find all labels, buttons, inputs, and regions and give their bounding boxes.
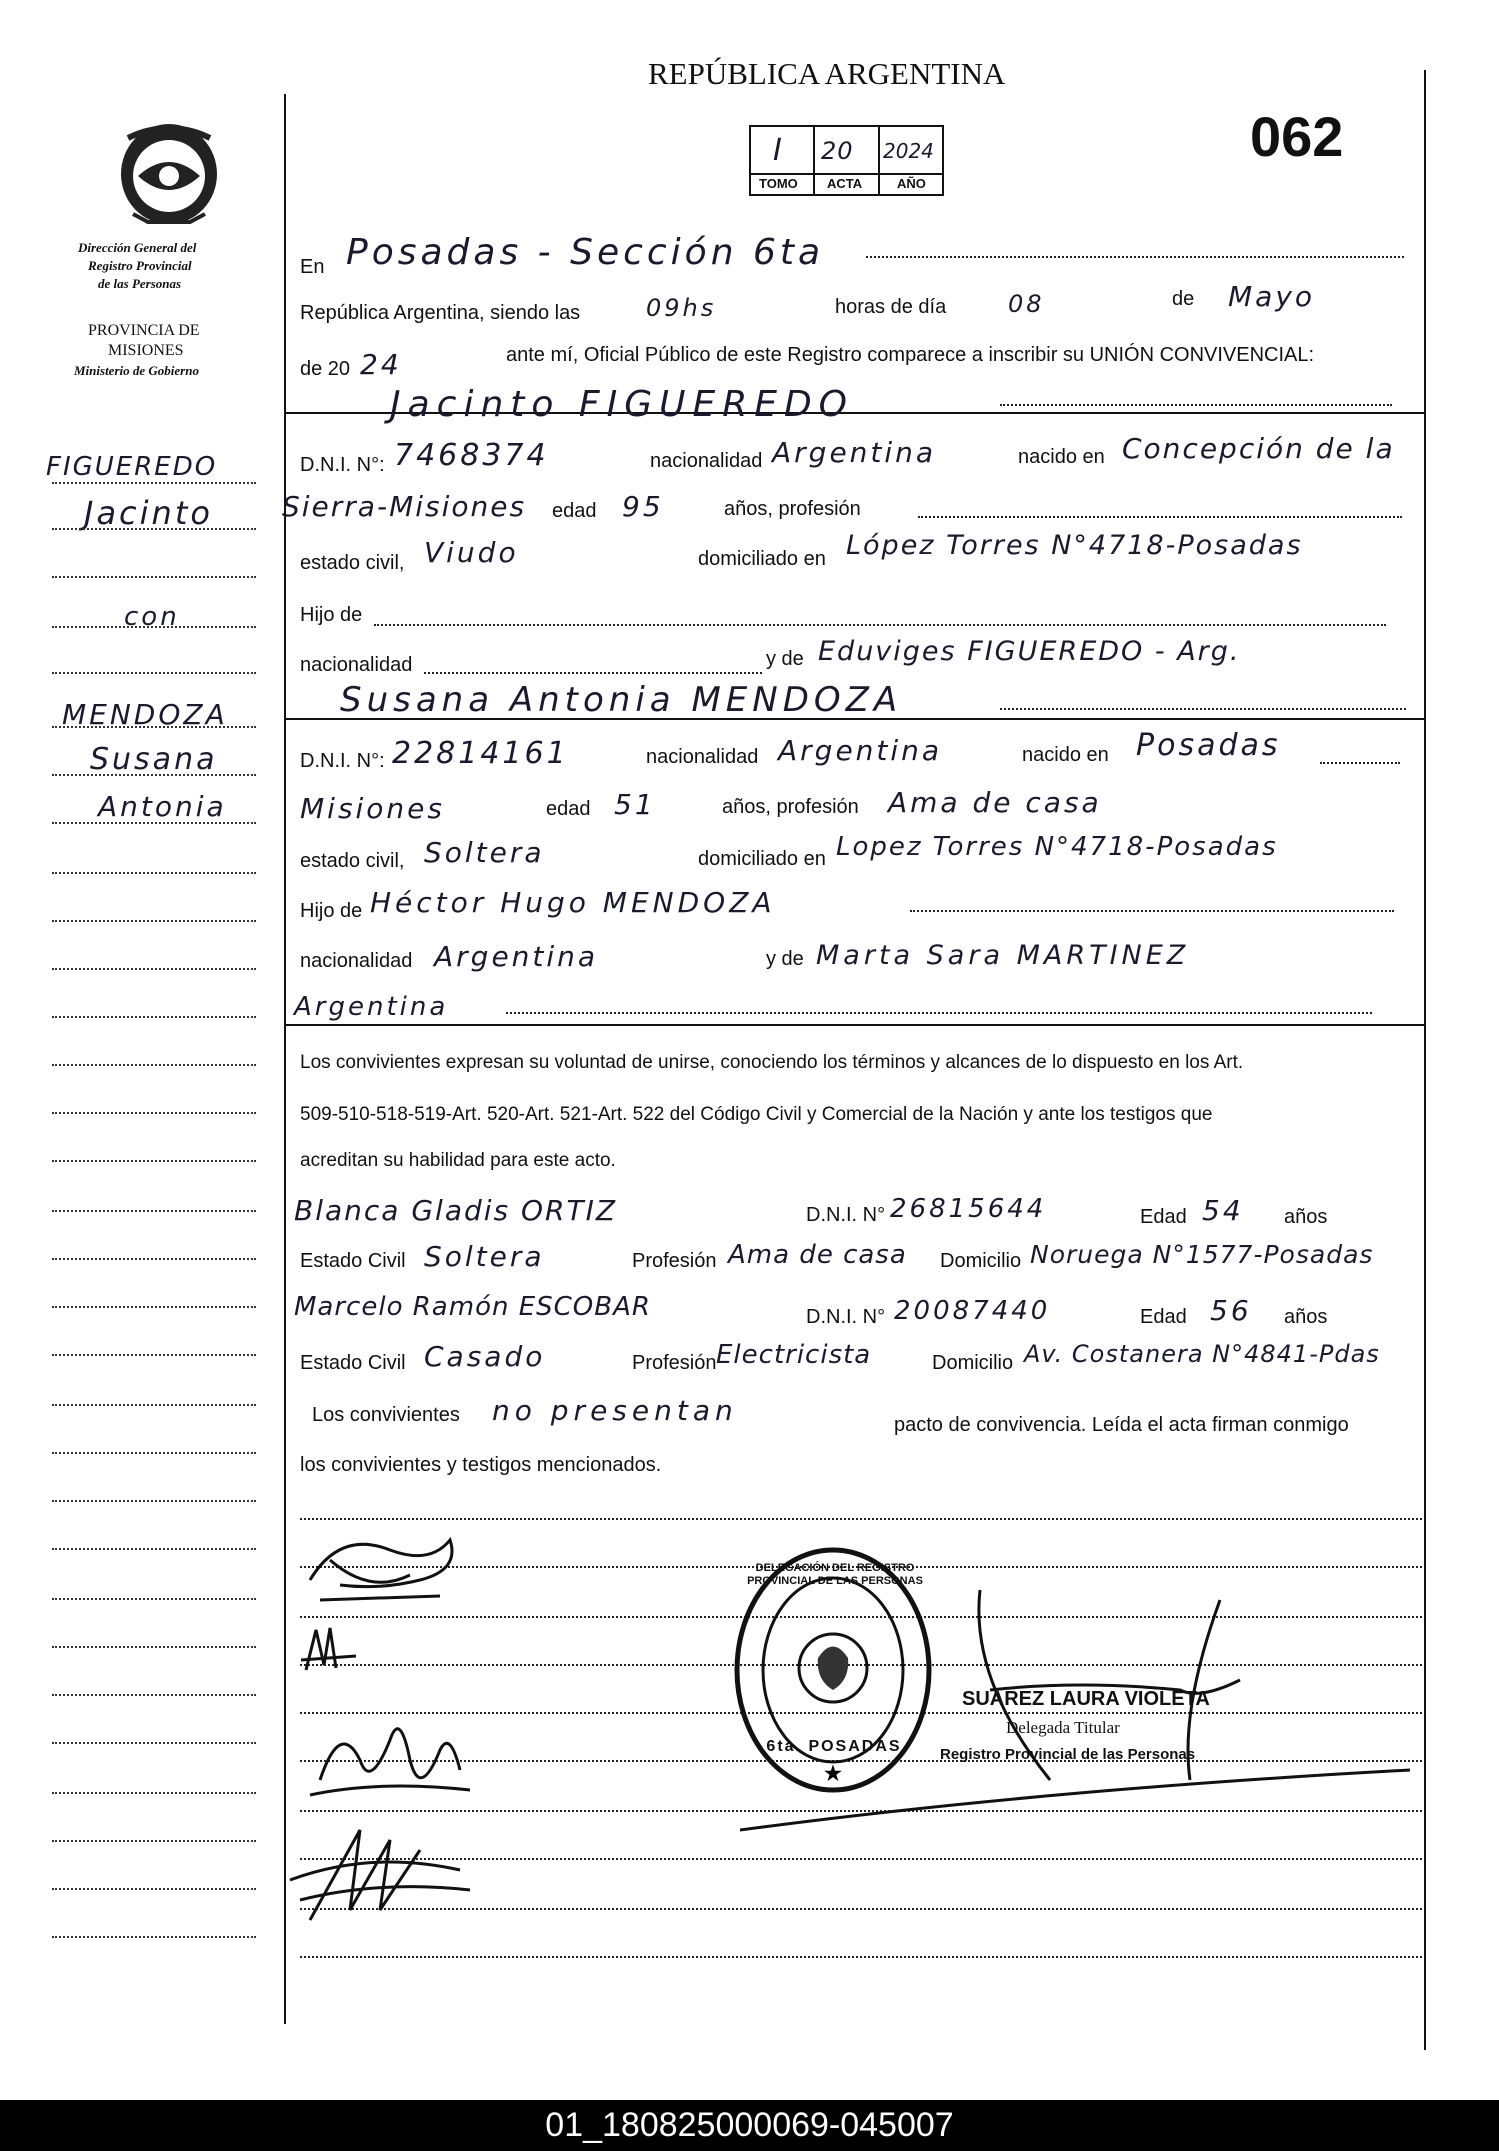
- place-value: Posadas - Sección 6ta: [346, 232, 825, 273]
- p2-father-line: [910, 910, 1394, 912]
- p1-civil-label: estado civil,: [300, 552, 405, 574]
- margin-line: [52, 1112, 256, 1114]
- margin-line: [52, 872, 256, 874]
- p2-mother-value: Marta Sara MARTINEZ: [816, 940, 1190, 971]
- p2-nationality-label: nacionalidad: [646, 746, 759, 768]
- declaration-line-1: Los convivientes expresan su voluntad de unirse, conociendo los términos y alcances de lo dispuesto en los Art.: [300, 1052, 1244, 1073]
- p2-nationality-value: Argentina: [778, 734, 943, 767]
- w2-dni-value: 20087440: [894, 1296, 1051, 1326]
- margin-line: [52, 1500, 256, 1502]
- p1-domicile-value: López Torres N°4718-Posadas: [846, 530, 1303, 561]
- margin-line: [52, 1258, 256, 1260]
- registry-box: [749, 125, 944, 196]
- margin-line: [52, 1354, 256, 1356]
- tomo-label: TOMO: [759, 176, 798, 191]
- w2-age-value: 56: [1210, 1294, 1252, 1327]
- w1-domicile-value: Noruega N°1577-Posadas: [1030, 1240, 1374, 1269]
- p1-dni-label: D.N.I. N°:: [300, 454, 385, 476]
- margin-line: [52, 1160, 256, 1162]
- main-frame-right: [1424, 70, 1426, 2050]
- hour-value: 09hs: [646, 294, 717, 322]
- official-underline-stroke: [740, 1750, 1420, 1840]
- person1-name-line: [1000, 404, 1392, 406]
- margin-surname-1: FIGUEREDO: [46, 452, 218, 482]
- p1-birthplace-1: Concepción de la: [1122, 432, 1395, 465]
- ministry-line: Ministerio de Gobierno: [74, 363, 199, 378]
- w2-dni-label: D.N.I. N°: [806, 1306, 886, 1328]
- p1-age-value: 95: [622, 490, 664, 523]
- p2-mother-nat-value: Argentina: [294, 992, 449, 1022]
- day-value: 08: [1008, 290, 1045, 318]
- place-line: [866, 256, 1404, 258]
- p1-birthplace-2: Sierra-Misiones: [282, 490, 527, 523]
- p1-and-of-label: y de: [766, 648, 804, 670]
- w2-domicile-value: Av. Costanera N°4841-Pdas: [1024, 1340, 1380, 1368]
- w1-profession-value: Ama de casa: [728, 1240, 907, 1270]
- w1-dni-value: 26815644: [890, 1194, 1047, 1224]
- anio-value: 2024: [883, 139, 934, 163]
- p1-nationality-label: nacionalidad: [650, 450, 763, 472]
- margin-line: [52, 968, 256, 970]
- margin-line: [52, 822, 256, 824]
- margin-line: [52, 1016, 256, 1018]
- margin-line: [52, 1792, 256, 1794]
- w2-civil-value: Casado: [424, 1340, 546, 1373]
- acta-label: ACTA: [827, 176, 863, 191]
- main-frame-left: [284, 94, 286, 2024]
- footer-code: 01_180825000069-045007: [545, 2106, 954, 2144]
- margin-line: [52, 1646, 256, 1648]
- margin-line: [52, 1742, 256, 1744]
- p2-born-label: nacido en: [1022, 744, 1109, 766]
- margin-line: [52, 1306, 256, 1308]
- closing-label: Los convivientes: [312, 1404, 460, 1426]
- official-title: Delegada Titular: [1006, 1718, 1120, 1737]
- w2-years-label: años: [1284, 1306, 1328, 1328]
- p2-father-nat-value: Argentina: [434, 940, 599, 973]
- w1-age-label: Edad: [1140, 1206, 1187, 1228]
- p2-nat2-label: nacionalidad: [300, 950, 413, 972]
- p2-years-prof-label: años, profesión: [722, 796, 859, 818]
- p2-age-label: edad: [546, 798, 591, 820]
- republic-label: República Argentina, siendo las: [300, 302, 581, 324]
- signature-witness-2: [280, 1810, 480, 1930]
- w1-name-value: Blanca Gladis ORTIZ: [294, 1194, 618, 1227]
- p1-nationality-value: Argentina: [772, 436, 937, 469]
- province-line-2: MISIONES: [108, 342, 184, 359]
- closing-line: [300, 1956, 1422, 1958]
- closing-line-2: los convivientes y testigos mencionados.: [300, 1454, 662, 1476]
- margin-given-2a: Susana: [90, 742, 218, 777]
- closing-pact-value: no presentan: [492, 1394, 738, 1427]
- p2-dni-label: D.N.I. N°:: [300, 750, 385, 772]
- margin-line: [52, 528, 256, 530]
- p2-dni-value: 22814161: [392, 736, 569, 771]
- p2-civil-label: estado civil,: [300, 850, 405, 872]
- p2-mother-nat-line: [506, 1012, 1372, 1014]
- closing-pact-text: pacto de convivencia. Leída el acta firman conmigo: [894, 1414, 1349, 1436]
- declaration-line-2: 509-510-518-519-Art. 520-Art. 521-Art. 522 del Código Civil y Comercial de la Nación y ante los testigos que: [300, 1104, 1213, 1125]
- margin-line: [52, 1548, 256, 1550]
- month-value: Mayo: [1228, 280, 1316, 313]
- p2-civil-value: Soltera: [424, 836, 545, 869]
- agency-line-1: Dirección General del: [78, 240, 197, 255]
- margin-line: [52, 1452, 256, 1454]
- margin-line: [52, 1598, 256, 1600]
- official-name: SUAREZ LAURA VIOLETA: [962, 1688, 1210, 1710]
- margin-surname-2: MENDOZA: [62, 698, 228, 731]
- p2-birthplace-2: Misiones: [300, 792, 445, 825]
- provincial-crest-icon: [108, 118, 230, 228]
- w1-civil-value: Soltera: [424, 1240, 545, 1273]
- p2-birthplace-1: Posadas: [1136, 728, 1281, 763]
- margin-line: [52, 920, 256, 922]
- year-suffix: 24: [360, 348, 402, 381]
- margin-line: [52, 672, 256, 674]
- signature-witness-1: [300, 1700, 480, 1810]
- margin-given-2b: Antonia: [98, 790, 227, 823]
- margin-line: [52, 1064, 256, 1066]
- act-number: 062: [1250, 105, 1344, 168]
- agency-line-3: de las Personas: [98, 276, 182, 291]
- p2-and-of-label: y de: [766, 948, 804, 970]
- w1-civil-label: Estado Civil: [300, 1250, 406, 1272]
- margin-line: [52, 1404, 256, 1406]
- svg-text:★: ★: [824, 1763, 842, 1785]
- statement: ante mí, Oficial Público de este Registro comparece a inscribir su UNIÓN CONVIVENCIAL:: [506, 344, 1315, 366]
- signature-convivient-2: [296, 1620, 366, 1680]
- w2-age-label: Edad: [1140, 1306, 1187, 1328]
- p1-civil-value: Viudo: [424, 536, 519, 569]
- p2-profession-value: Ama de casa: [888, 786, 1102, 819]
- province-line-1: PROVINCIA DE: [88, 322, 200, 339]
- p1-father-line: [374, 624, 1386, 626]
- de-label: de: [1172, 288, 1195, 310]
- margin-line: [52, 1888, 256, 1890]
- seal-top-text: DELEGACIÓN DEL REGISTRO PROVINCIAL DE LAS PERSONAS: [747, 1562, 923, 1587]
- country-title: REPÚBLICA ARGENTINA: [648, 56, 1006, 91]
- p1-father-nat-line: [424, 672, 762, 674]
- p2-domicile-value: Lopez Torres N°4718-Posadas: [836, 832, 1278, 862]
- p2-father-value: Héctor Hugo MENDOZA: [370, 886, 776, 919]
- p1-years-prof-label: años, profesión: [724, 498, 861, 520]
- p1-nat2-label: nacionalidad: [300, 654, 413, 676]
- p1-age-label: edad: [552, 500, 597, 522]
- p2-age-value: 51: [614, 788, 656, 821]
- w1-years-label: años: [1284, 1206, 1328, 1228]
- person2-name-line: [1000, 708, 1406, 710]
- w1-dom-label: Domicilio: [940, 1250, 1022, 1272]
- anio-label: AÑO: [897, 176, 926, 191]
- margin-con: con: [124, 602, 180, 632]
- p2-domicile-label: domiciliado en: [698, 848, 826, 870]
- margin-line: [52, 1694, 256, 1696]
- hours-day-label: horas de día: [835, 296, 947, 318]
- p2-birthplace-line: [1320, 762, 1400, 764]
- margin-line: [52, 482, 256, 484]
- section-divider-3: [284, 1024, 1426, 1026]
- w1-age-value: 54: [1202, 1194, 1244, 1227]
- margin-line: [52, 576, 256, 578]
- p2-son-of-label: Hijo de: [300, 900, 363, 922]
- p1-born-label: nacido en: [1018, 446, 1105, 468]
- agency-line-2: Registro Provincial: [88, 258, 192, 273]
- w2-prof-label: Profesión: [632, 1352, 717, 1374]
- acta-value: 20: [821, 137, 854, 165]
- signature-convivient-1: [300, 1520, 470, 1610]
- seal-bottom-text: 6ta. POSADAS: [766, 1738, 902, 1755]
- margin-line: [52, 1210, 256, 1212]
- year-prefix: de 20: [300, 358, 351, 380]
- margin-given-1: Jacinto: [84, 494, 213, 532]
- official-registry: Registro Provincial de las Personas: [940, 1746, 1196, 1763]
- p1-domicile-label: domiciliado en: [698, 548, 826, 570]
- margin-line: [52, 774, 256, 776]
- declaration-line-3: acreditan su habilidad para este acto.: [300, 1150, 616, 1171]
- w1-prof-label: Profesión: [632, 1250, 717, 1272]
- margin-line: [52, 626, 256, 628]
- p1-profession-line: [918, 516, 1402, 518]
- p1-son-of-label: Hijo de: [300, 604, 363, 626]
- person1-full-name: Jacinto FIGUEREDO: [390, 384, 855, 425]
- w2-name-value: Marcelo Ramón ESCOBAR: [294, 1292, 651, 1322]
- w1-dni-label: D.N.I. N°: [806, 1204, 886, 1226]
- person2-full-name: Susana Antonia MENDOZA: [340, 680, 903, 720]
- w2-civil-label: Estado Civil: [300, 1352, 406, 1374]
- p1-mother-value: Eduviges FIGUEREDO - Arg.: [818, 636, 1241, 667]
- p1-dni-value: 7468374: [394, 438, 549, 473]
- margin-line: [52, 1840, 256, 1842]
- en-label: En: [300, 256, 325, 278]
- w2-dom-label: Domicilio: [932, 1352, 1014, 1374]
- tomo-value: I: [773, 133, 785, 168]
- margin-line: [52, 726, 256, 728]
- w2-profession-value: Electricista: [716, 1340, 872, 1370]
- margin-line: [52, 1936, 256, 1938]
